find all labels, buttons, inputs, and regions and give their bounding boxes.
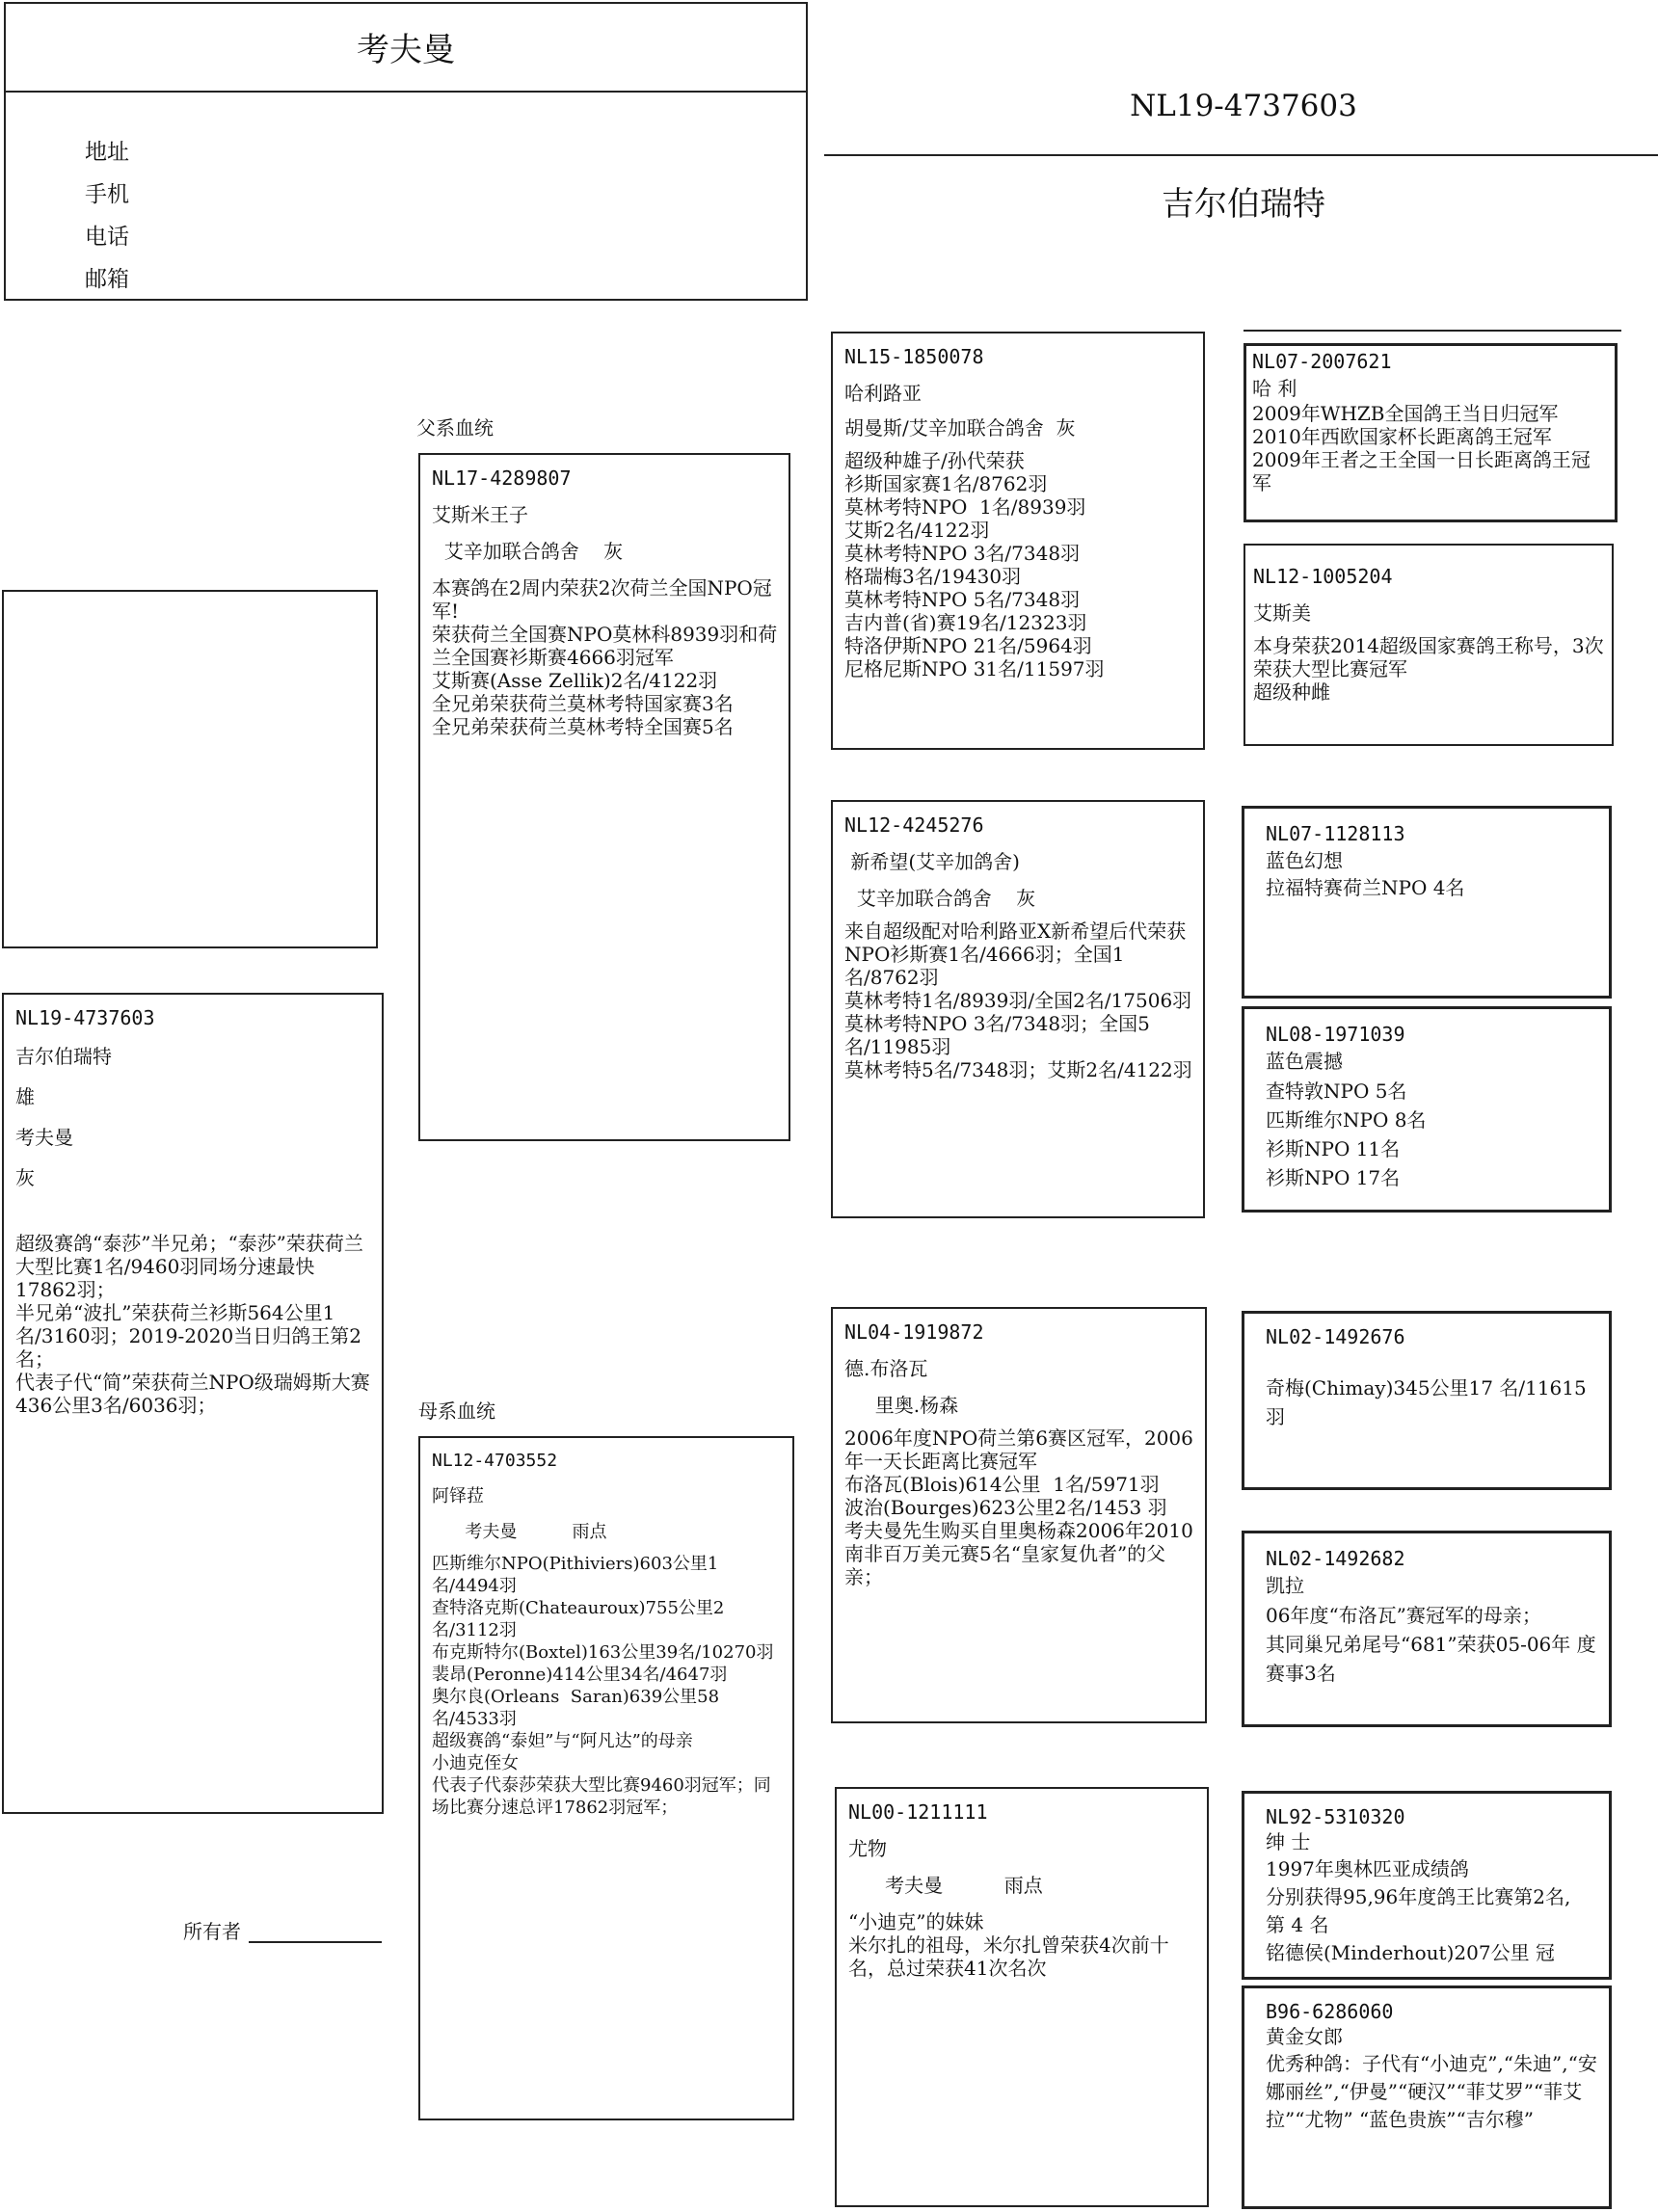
owner-fields — [85, 131, 129, 301]
gd1-name: 新希望(艾辛加鸽舍) — [844, 850, 1020, 873]
ggs4-card — [1242, 1791, 1612, 1980]
ggp-top-rule — [1244, 330, 1621, 332]
dam-notes: 匹斯维尔NPO(Pithiviers)603公里1名/4494羽 查特洛克斯(Chateauroux)755公里2名/3112羽 布克斯特尔(Boxtel)163公里39名/10270羽 裴昂(Peronne)414公里34名/4647羽 奥尔良(Orleans Saran)639公里58名/4533羽 超级赛鸽“泰妲”与“阿凡达”的母亲 小迪克侄女 代表子代泰莎荣获大型比赛9460羽冠军；同场比赛分速总评17862羽冠军； — [432, 1554, 774, 1818]
dam-loft: 考夫曼 雨点 — [432, 1522, 607, 1542]
subject-notes: 超级赛鸽“泰莎”半兄弟；“泰莎”荣获荷兰大型比赛1名/9460羽同场分速最快17862羽； 半兄弟“波扎”荣获荷兰衫斯564公里1名/3160羽；2019-2020当日归鸽王第2 名； 代表子代“简”荣获荷兰NPO级瑞姆斯大赛436公里3名/6036羽； — [15, 1232, 370, 1417]
header-ring: NL19-4737603 — [1130, 89, 1357, 123]
owner-box — [4, 2, 808, 301]
sire-card — [418, 453, 790, 1141]
owner-signature-line — [249, 1941, 382, 1943]
grandsire-maternal-card — [831, 1307, 1207, 1723]
owner-signature-label: 所有者 — [183, 1920, 241, 1943]
grandsire-paternal-card — [831, 332, 1205, 750]
sire-notes: 本赛鸽在2周内荣获2次荷兰全国NPO冠军! 荣获荷兰全国赛NPO莫林科8939羽和荷兰全国赛衫斯赛4666羽冠军 艾斯赛(Asse Zellik)2名/4122羽 全兄弟荣获荷兰莫林考特国家赛3名 全兄弟荣获荷兰莫林考特全国赛5名 — [432, 576, 778, 738]
dam-line-label: 母系血统 — [418, 1399, 495, 1423]
subject-color: 灰 — [15, 1166, 35, 1189]
ggd2-card — [1242, 1006, 1612, 1213]
ggs1-ring: NL07-2007621 — [1252, 350, 1392, 373]
gs1-ring: NL15-1850078 — [844, 345, 984, 368]
ggd2-notes: 查特敦NPO 5名 匹斯维尔NPO 8名 衫斯NPO 11名 衫斯NPO 17名 — [1266, 1079, 1427, 1189]
gs1-loft: 胡曼斯/艾辛加联合鸽舍 灰 — [844, 416, 1076, 440]
subject-name: 吉尔伯瑞特 — [15, 1045, 112, 1068]
gd1-notes: 来自超级配对哈利路亚X新希望后代荣获 NPO衫斯赛1名/4666羽；全国1名/8762羽 莫林考特1名/8939羽/全国2名/17506羽 莫林考特NPO 3名/7348羽；全国5名/11985羽 莫林考特5名/7348羽；艾斯2名/4122羽 — [844, 919, 1192, 1081]
gd2-notes: “小迪克”的妹妹 米尔扎的祖母，米尔扎曾荣获4次前十名，总过荣获41次名次 — [848, 1910, 1169, 1980]
dam-ring: NL12-4703552 — [432, 1451, 558, 1471]
ggd1-notes: 本身荣获2014超级国家赛鸽王称号，3次荣获大型比赛冠军 超级种雌 — [1253, 634, 1604, 704]
subject-ring: NL19-4737603 — [15, 1006, 155, 1029]
ggd4-name: 黄金女郎 — [1266, 2025, 1343, 2048]
ggd2-name: 蓝色震撼 — [1266, 1050, 1343, 1073]
gs1-notes: 超级种雄子/孙代荣获 衫斯国家赛1名/8762羽 莫林考特NPO 1名/8939羽 艾斯2名/4122羽 莫林考特NPO 3名/7348羽 格瑞梅3名/19430羽 莫林考特NPO 5名/7348羽 吉内普(省)赛19名/12323羽 特洛伊斯NPO 21名/5964羽 尼格尼斯NPO 31名/11597羽 — [844, 449, 1105, 680]
ggd4-ring: B96-6286060 — [1266, 2000, 1394, 2023]
ggd3-notes: 06年度“布洛瓦”赛冠军的母亲； 其同巢兄弟尾号“681”荣获05-06年 度赛事3名 — [1266, 1604, 1596, 1685]
dam-card — [418, 1436, 794, 2120]
ggs2-ring: NL07-1128113 — [1266, 822, 1405, 845]
header-name: 吉尔伯瑞特 — [1162, 185, 1325, 224]
ggs3-card — [1242, 1311, 1612, 1490]
mobile-label: 手机 — [85, 182, 129, 207]
sire-line-label: 父系血统 — [416, 416, 494, 440]
gs2-notes: 2006年度NPO荷兰第6赛区冠军，2006年一天长距离比赛冠军 布洛瓦(Blois)614公里 1名/5971羽 波治(Bourges)623公里2名/1453 羽 考夫曼先生购买自里奥杨森2006年2010南非百万美元赛5名“皇家复仇者”的父亲； — [844, 1426, 1193, 1588]
owner-name: 考夫曼 — [357, 31, 455, 69]
sire-loft: 艾辛加联合鸽舍 灰 — [432, 540, 624, 563]
ggs4-notes: 1997年奥林匹亚成绩鸽 分别获得95,96年度鸽王比赛第2名, 第 4 名 铭德侯(Minderhout)207公里 冠 — [1266, 1857, 1571, 1964]
gd1-loft: 艾辛加联合鸽舍 灰 — [844, 887, 1036, 910]
subject-sex: 雄 — [15, 1085, 35, 1108]
ggd3-name: 凯拉 — [1266, 1574, 1304, 1597]
ggd1-name: 艾斯美 — [1253, 601, 1311, 625]
subject-breeder: 考夫曼 — [15, 1126, 73, 1149]
gs2-name: 德.布洛瓦 — [844, 1357, 928, 1380]
owner-title-divider — [6, 91, 806, 93]
ggs4-ring: NL92-5310320 — [1266, 1805, 1405, 1828]
gs2-ring: NL04-1919872 — [844, 1320, 984, 1344]
ggd3-ring: NL02-1492682 — [1266, 1547, 1405, 1570]
owner-signature — [183, 1920, 382, 1943]
gs2-loft: 里奥.杨森 — [844, 1394, 959, 1417]
ggs3-notes: 奇梅(Chimay)345公里17 名/11615羽 — [1266, 1376, 1587, 1428]
granddam-maternal-card — [835, 1787, 1209, 2207]
ggs1-card — [1244, 343, 1618, 522]
dam-name: 阿铎菈 — [432, 1486, 484, 1506]
gd2-loft: 考夫曼 雨点 — [848, 1874, 1043, 1897]
ggd1-card — [1244, 544, 1614, 746]
gs1-name: 哈利路亚 — [844, 382, 922, 405]
ggd4-card — [1242, 1985, 1612, 2209]
ggd2-ring: NL08-1971039 — [1266, 1023, 1405, 1046]
gd1-ring: NL12-4245276 — [844, 813, 984, 837]
ggs1-name: 哈 利 — [1252, 377, 1297, 400]
address-label: 地址 — [85, 140, 129, 165]
subject-card — [2, 993, 384, 1814]
ggd1-ring: NL12-1005204 — [1253, 565, 1393, 588]
gd2-name: 尤物 — [848, 1837, 887, 1860]
sire-ring: NL17-4289807 — [432, 466, 572, 490]
gd2-ring: NL00-1211111 — [848, 1800, 988, 1824]
phone-label: 电话 — [85, 225, 129, 250]
ggs3-ring: NL02-1492676 — [1266, 1325, 1405, 1348]
ggd4-notes: 优秀种鸽：子代有“小迪克”,“朱迪”,“安娜丽丝”,“伊曼”“硬汉”“菲艾罗”“菲艾拉”“尤物” “蓝色贵族”“吉尔穆” — [1266, 2052, 1597, 2131]
ggs2-card — [1242, 806, 1612, 999]
ggs2-name: 蓝色幻想 — [1266, 849, 1343, 872]
granddam-paternal-card — [831, 800, 1205, 1218]
ggs1-notes: 2009年WHZB全国鸽王当日归冠军 2010年西欧国家杯长距离鸽王冠军 2009年王者之王全国一日长距离鸽王冠军 — [1252, 402, 1591, 494]
photo-placeholder — [2, 590, 378, 948]
ggs2-notes: 拉福特赛荷兰NPO 4名 — [1266, 876, 1465, 899]
ggd3-card — [1242, 1531, 1612, 1727]
sire-name: 艾斯米王子 — [432, 503, 528, 526]
header-divider — [824, 154, 1658, 156]
email-label: 邮箱 — [85, 267, 129, 292]
ggs4-name: 绅 士 — [1266, 1830, 1311, 1853]
